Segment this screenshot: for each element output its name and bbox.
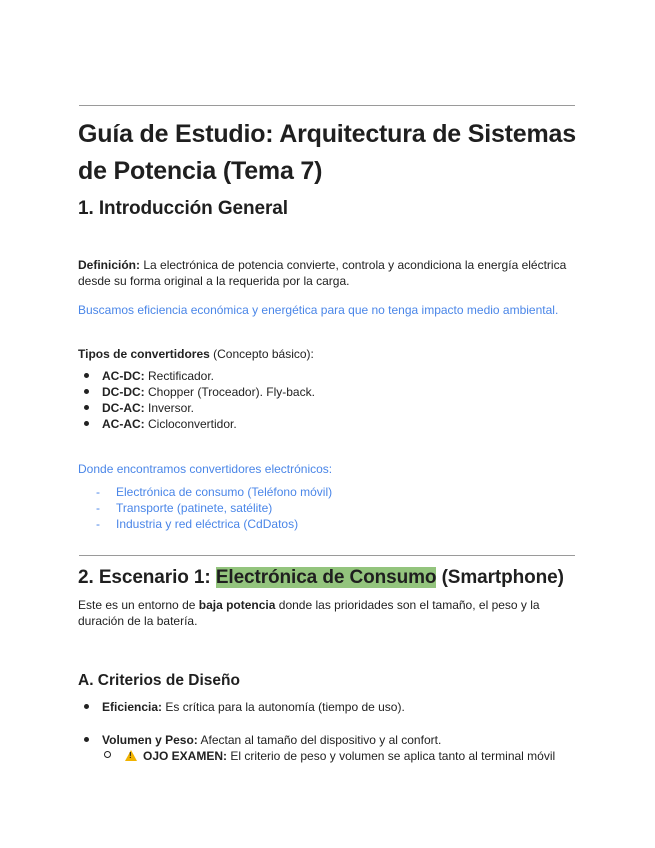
bullet-icon — [84, 421, 89, 426]
where-list — [96, 484, 332, 532]
exam-label: OJO EXAMEN: — [143, 749, 228, 763]
item-label: DC-DC: — [102, 385, 145, 399]
section-2-heading — [78, 566, 564, 590]
item-label: AC-DC: — [102, 369, 145, 383]
types-label: Tipos de convertidores — [78, 347, 210, 361]
item-text: Inversor. — [144, 401, 195, 415]
dash-marker: - — [96, 501, 100, 515]
highlighted-text: Electrónica de Consumo — [215, 567, 437, 588]
definition-text: La electrónica de potencia convierte, controla y acondiciona la energía eléctrica desde su forma original a la requerida por la carga. — [78, 258, 567, 288]
definition-label: Definición: — [78, 258, 140, 272]
list-item — [96, 500, 332, 516]
types-suffix: (Concepto básico): — [209, 347, 314, 361]
criteria-list-2 — [84, 732, 441, 748]
hollow-bullet-icon — [104, 751, 111, 758]
dash-marker: - — [96, 517, 100, 531]
criteria-list-1 — [84, 699, 405, 715]
item-text: Cicloconvertidor. — [144, 417, 237, 431]
dash-marker: - — [96, 485, 100, 499]
exam-text: El criterio de peso y volumen se aplica tanto al terminal móvil — [227, 749, 556, 763]
list-item — [96, 484, 332, 500]
item-text: Chopper (Troceador). Fly-back. — [144, 385, 315, 399]
bullet-icon — [84, 389, 89, 394]
list-item — [84, 400, 315, 416]
types-paragraph — [78, 346, 578, 362]
item-label: Volumen y Peso: — [102, 733, 198, 747]
list-item — [84, 732, 441, 748]
where-heading: Donde encontramos convertidores electrónicos: — [78, 462, 333, 476]
item-label: DC-AC: — [102, 401, 145, 415]
item-text: Rectificador. — [144, 369, 215, 383]
section-2-intro — [78, 597, 578, 629]
note-paragraph: Buscamos eficiencia económica y energética para que no tenga impacto medio ambiental. — [78, 303, 559, 317]
list-item — [84, 384, 315, 400]
bullet-icon — [84, 737, 89, 742]
section-1-heading: 1. Introducción General — [78, 198, 288, 219]
intro-after: donde las prioridades son el tamaño, el peso y la duración de la batería. — [78, 598, 540, 628]
bullet-icon — [84, 405, 89, 410]
item-text: Industria y red eléctrica (CdDatos) — [116, 517, 299, 531]
item-text: Afectan al tamaño del dispositivo y al confort. — [197, 733, 442, 747]
item-label: Eficiencia: — [102, 700, 163, 714]
top-divider — [79, 105, 575, 106]
list-item — [84, 416, 315, 432]
converter-types-list — [84, 368, 315, 432]
heading-prefix: 2. Escenario 1: — [78, 567, 216, 588]
bullet-icon — [84, 373, 89, 378]
item-label: AC-AC: — [102, 417, 145, 431]
item-text: Es crítica para la autonomía (tiempo de uso). — [162, 700, 405, 714]
list-item — [96, 516, 332, 532]
item-text: Electrónica de consumo (Teléfono móvil) — [116, 485, 333, 499]
page-title: Guía de Estudio: Arquitectura de Sistemas de Potencia (Tema 7) — [78, 120, 576, 185]
definition-paragraph — [78, 257, 578, 289]
bullet-icon — [84, 704, 89, 709]
section-divider — [79, 555, 575, 556]
intro-before: Este es un entorno de — [78, 598, 199, 612]
heading-suffix: (Smartphone) — [436, 567, 564, 588]
list-item — [84, 699, 405, 715]
list-item — [84, 368, 315, 384]
warning-icon — [125, 750, 137, 761]
exam-note — [104, 748, 555, 764]
item-text: Transporte (patinete, satélite) — [116, 501, 273, 515]
criteria-subheading: A. Criterios de Diseño — [78, 672, 240, 689]
intro-bold: baja potencia — [198, 598, 276, 612]
